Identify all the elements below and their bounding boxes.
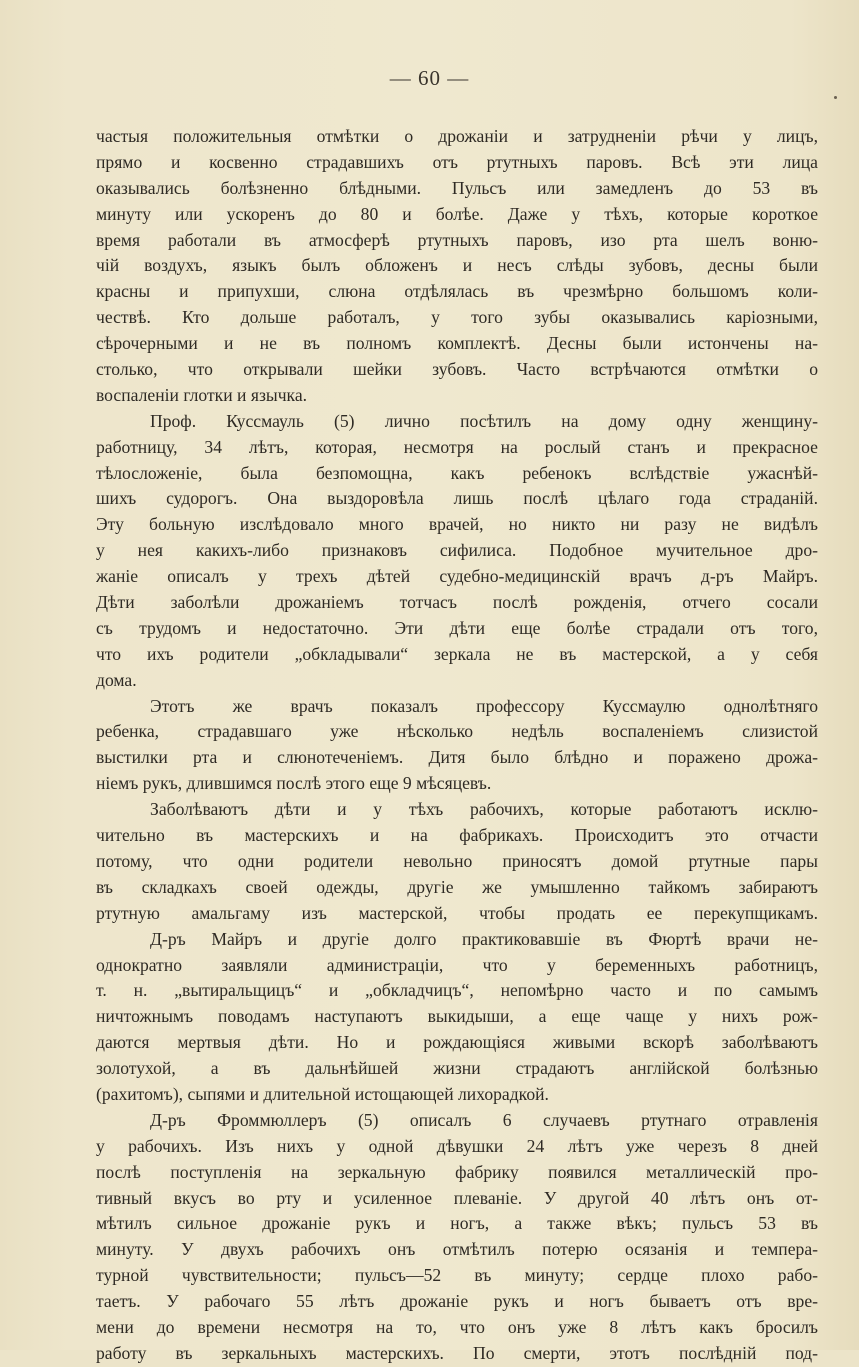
text-line: съ трудомъ и недостаточно. Эти дѣти еще болѣе страдали отъ того, [96, 617, 818, 638]
text-line: время работали въ атмосферѣ ртутныхъ паровъ, изо рта шелъ воню- [96, 229, 818, 250]
text-line: Заболѣваютъ дѣти и у тѣхъ рабочихъ, которые работаютъ исклю- [150, 799, 818, 820]
text-line: тѣлосложеніе, была безпомощна, какъ ребенокъ вслѣдствіе ужаснѣй- [96, 462, 818, 483]
text-line: послѣ поступленія на зеркальную фабрику появился металлическій про- [96, 1161, 818, 1182]
print-speck [834, 96, 837, 99]
text-line: столько, что открывали шейки зубовъ. Часто встрѣчаются отмѣтки о [96, 359, 818, 380]
text-line: дома. [96, 669, 137, 690]
text-line: чествѣ. Кто дольше работалъ, у того зубы оказывались каріозными, [96, 307, 818, 328]
text-line: минуту или ускоренъ до 80 и болѣе. Даже у тѣхъ, которые короткое [96, 203, 818, 224]
text-line: ніемъ рукъ, длившимся послѣ этого еще 9 мѣсяцевъ. [96, 773, 492, 794]
text-line: чій воздухъ, языкъ былъ обложенъ и несъ слѣды зубовъ, десны были [96, 255, 818, 276]
text-line: работницу, 34 лѣтъ, которая, несмотря на рослый станъ и прекрасное [96, 436, 818, 457]
text-line: работу въ зеркальныхъ мастерскихъ. По смерти, этотъ послѣдній под- [96, 1342, 818, 1363]
text-line: потому, что одни родители невольно приносятъ домой ртутные пары [96, 850, 818, 871]
text-line: Этотъ же врачъ показалъ профессору Куссмаулю однолѣтняго [150, 695, 818, 716]
text-line: въ складкахъ своей одежды, другіе же умышленно тайкомъ забираютъ [96, 876, 818, 897]
text-line: ртутную амальгаму изъ мастерской, чтобы продать ее перекупщикамъ. [96, 902, 818, 923]
text-line: Д-ръ Фроммюллеръ (5) описалъ 6 случаевъ ртутнаго отравленія [150, 1109, 818, 1130]
text-line: Дѣти заболѣли дрожаніемъ тотчасъ послѣ рожденія, отчего сосали [96, 592, 818, 613]
text-line: воспаленіи глотки и язычка. [96, 384, 308, 405]
text-line: жаніе описалъ у трехъ дѣтей судебно-медицинскій врачъ д-ръ Майръ. [96, 566, 818, 587]
text-line: частыя положительныя отмѣтки о дрожаніи и затрудненіи рѣчи у лицъ, [96, 126, 818, 146]
text-line: минуту. У двухъ рабочихъ онъ отмѣтилъ потерю осязанія и темпера- [96, 1239, 818, 1260]
text-line: даются мертвыя дѣти. Но и рождающіяся живыми вскорѣ заболѣваютъ [96, 1032, 818, 1053]
text-line: т. н. „вытиральщицъ“ и „обкладчицъ“, непомѣрно часто и по самымъ [96, 980, 818, 1001]
text-line: красны и припухши, слюна отдѣлялась въ чрезмѣрно большомъ коли- [96, 281, 818, 302]
body-text [96, 124, 818, 1367]
text-line: мѣтилъ сильное дрожаніе рукъ и ногъ, а также вѣкъ; пульсъ 53 въ [96, 1213, 818, 1234]
text-line: прямо и косвенно страдавшихъ отъ ртутныхъ паровъ. Всѣ эти лица [96, 151, 818, 172]
text-line: ребенка, страдавшаго уже нѣсколько недѣль воспаленіемъ слизистой [96, 721, 818, 742]
text-line: шихъ судорогъ. Она выздоровѣла лишь послѣ цѣлаго года страданій. [96, 488, 818, 509]
text-line: таетъ. У рабочаго 55 лѣтъ дрожаніе рукъ и ногъ бываетъ отъ вре- [96, 1291, 818, 1312]
text-line: чительно въ мастерскихъ и на фабрикахъ. Происходитъ это отчасти [96, 825, 818, 846]
text-line: Проф. Куссмауль (5) лично посѣтилъ на дому одну женщину- [150, 410, 818, 431]
text-line: Эту больную изслѣдовало много врачей, но никто ни разу не видѣлъ [96, 514, 818, 535]
text-line: золотухой, а въ дальнѣйшей жизни страдаютъ англійской болѣзнью [96, 1058, 818, 1079]
text-line: сѣрочерными и не въ полномъ комплектѣ. Десны были истончены на- [96, 333, 818, 354]
text-line: у рабочихъ. Изъ нихъ у одной дѣвушки 24 лѣтъ уже черезъ 8 дней [96, 1135, 818, 1156]
text-line: что ихъ родители „обкладывали“ зеркала не въ мастерской, а у себя [96, 643, 818, 664]
text-line: тивный вкусъ во рту и усиленное плеваніе. У другой 40 лѣтъ онъ от- [96, 1187, 818, 1208]
page-number: — 60 — [389, 66, 470, 90]
text-line: ничтожнымъ поводамъ наступаютъ выкидыши, а еще чаще у нихъ рож- [96, 1006, 818, 1027]
text-line: (рахитомъ), сыпями и длительной истощающей лихорадкой. [96, 1083, 549, 1104]
text-line: однократно заявляли администраціи, что у беременныхъ работницъ, [96, 954, 818, 975]
text-line: у нея какихъ-либо признаковъ сифилиса. Подобное мучительное дро- [96, 540, 818, 561]
text-line: мени до времени несмотря на то, что онъ уже 8 лѣтъ какъ бросилъ [96, 1316, 818, 1337]
text-line: выстилки рта и слюнотеченіемъ. Дитя было блѣдно и поражено дрожа- [96, 747, 818, 768]
text-line: оказывались болѣзненно блѣдными. Пульсъ или замедленъ до 53 въ [96, 177, 818, 198]
text-line: турной чувствительности; пульсъ—52 въ минуту; сердце плохо рабо- [96, 1265, 818, 1286]
text-line: Д-ръ Майръ и другіе долго практиковавшіе въ Фюртѣ врачи не- [150, 928, 818, 949]
